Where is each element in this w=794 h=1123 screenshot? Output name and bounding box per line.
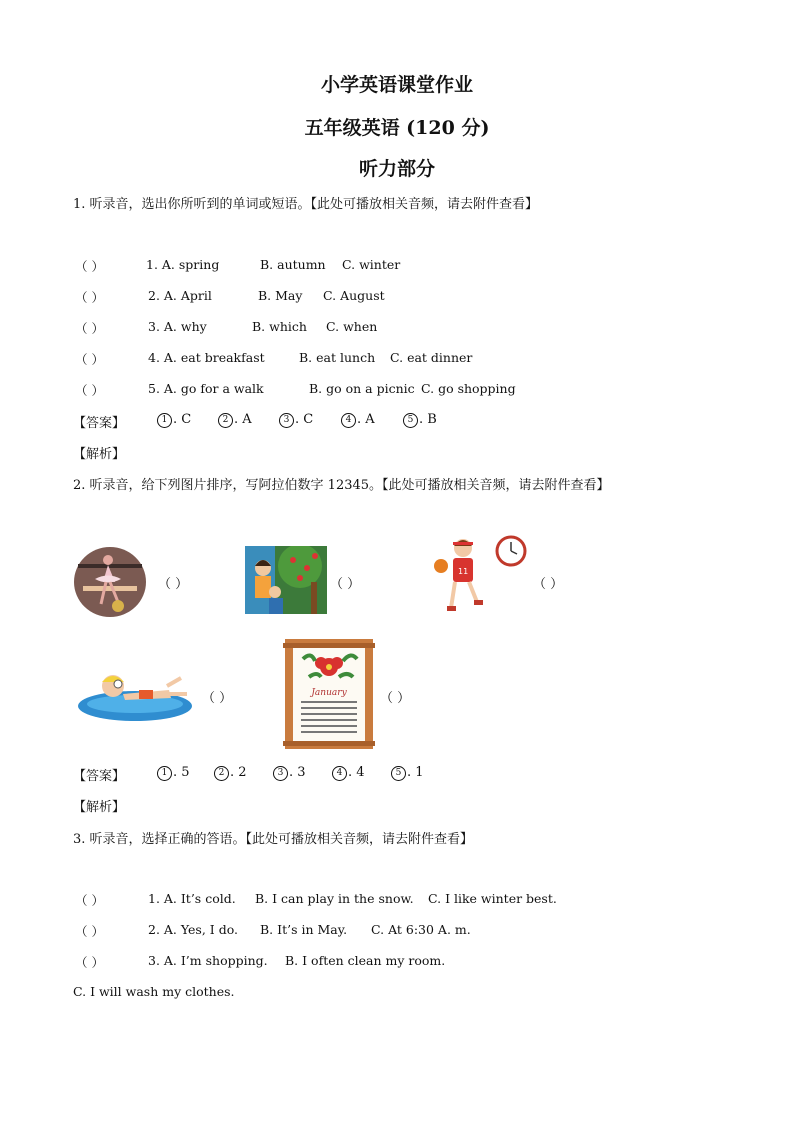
swimming-picture bbox=[77, 664, 195, 724]
answer-blank[interactable]: （ ） bbox=[533, 577, 564, 592]
q2-answer: 【答案】 1 . 5 2 . 2 3 . 3 4 . 4 5 . 1 bbox=[73, 765, 424, 784]
answer-blank[interactable]: （ ） bbox=[202, 691, 233, 706]
basketball-picture bbox=[425, 534, 530, 626]
analysis-label: 【解析】 bbox=[73, 447, 126, 462]
calendar-picture bbox=[283, 637, 375, 751]
svg-text:11: 11 bbox=[458, 567, 469, 576]
section-title: 听力部分 bbox=[358, 158, 435, 180]
answer-label: 【答案】 bbox=[73, 416, 126, 431]
q1-answer: 【答案】 1 . C 2 . A 3 . C 4 . A 5 . B bbox=[73, 412, 437, 431]
page-title: 小学英语课堂作业 bbox=[320, 74, 473, 96]
answer-label: 【答案】 bbox=[73, 769, 126, 784]
answer-blank[interactable]: （ ） bbox=[330, 577, 361, 592]
answer-blank[interactable]: （ ） bbox=[158, 577, 189, 592]
q1-instruction: 1. 听录音，选出你所听到的单词或短语。【此处可播放相关音频，请去附件查看】 bbox=[73, 197, 539, 212]
page-subtitle: 五年级英语 (120 分) bbox=[304, 117, 490, 139]
analysis-label: 【解析】 bbox=[73, 800, 126, 815]
q3-instruction: 3. 听录音，选择正确的答语。【此处可播放相关音频，请去附件查看】 bbox=[73, 832, 474, 847]
answer-blank[interactable]: （ ） bbox=[380, 691, 411, 706]
ballet-picture bbox=[73, 546, 147, 618]
svg-text:January: January bbox=[311, 688, 347, 698]
apple-picking-picture bbox=[245, 546, 327, 614]
q2-instruction: 2. 听录音，给下列图片排序，写阿拉伯数字 12345。【此处可播放相关音频，请去附件查看】 bbox=[73, 478, 610, 493]
q3-extra-option: C. I will wash my clothes. bbox=[73, 984, 235, 999]
